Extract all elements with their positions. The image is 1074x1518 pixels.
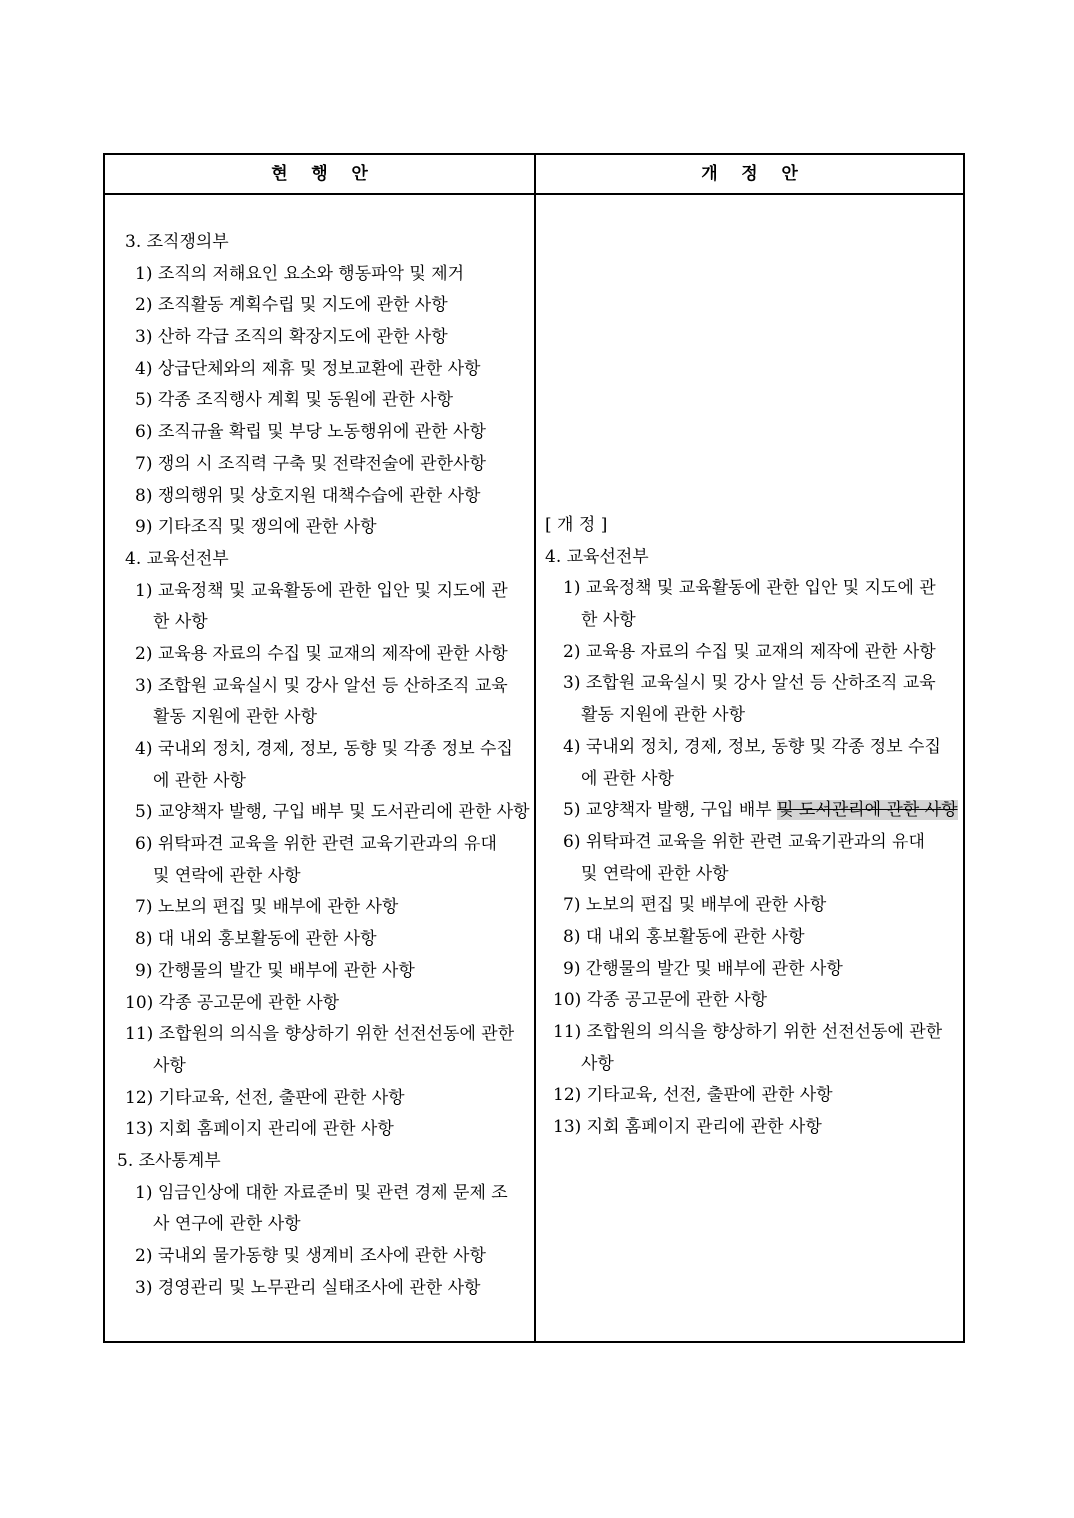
list-item: 6) 조직규율 확립 및 부당 노동행위에 관한 사항: [135, 422, 486, 443]
list-item: 2) 교육용 자료의 수집 및 교재의 제작에 관한 사항: [135, 643, 508, 664]
list-item: 8) 대 내외 홍보활동에 관한 사항: [135, 929, 377, 950]
kept-text: 5) 교양책자 발행, 구입 배부: [563, 800, 778, 821]
list-item: 12) 기타교육, 선전, 출판에 관한 사항: [125, 1087, 405, 1108]
list-item: 8) 대 내외 홍보활동에 관한 사항: [563, 926, 805, 947]
list-item: 5) 각종 조직행사 계획 및 동원에 관한 사항: [135, 390, 454, 411]
list-item-cont: 및 연락에 관한 사항: [581, 863, 729, 884]
list-item: 11) 조합원의 의식을 향상하기 위한 선전선동에 관한: [125, 1024, 515, 1045]
revision-tag: [ 개 정 ]: [545, 515, 608, 535]
list-item: 7) 노보의 편집 및 배부에 관한 사항: [135, 897, 399, 918]
list-item: 8) 쟁의행위 및 상호지원 대책수습에 관한 사항: [135, 485, 481, 506]
section-title: 3. 조직쟁의부: [125, 232, 229, 252]
list-item: 4) 국내외 정치, 경제, 정보, 동향 및 각종 정보 수집: [135, 739, 513, 759]
list-item: [545, 795, 958, 827]
list-item: 4) 상급단체와의 제휴 및 정보교환에 관한 사항: [135, 358, 481, 379]
list-item: 9) 기타조직 및 쟁의에 관한 사항: [135, 517, 377, 538]
list-item-cont: 한 사항: [581, 610, 636, 631]
list-item-cont: 사항: [153, 1055, 186, 1076]
list-item-cont: 및 연락에 관한 사항: [153, 865, 301, 886]
list-item-cont: 에 관한 사항: [581, 768, 674, 789]
list-item: 6) 위탁파견 교육을 위한 관련 교육기관과의 유대: [563, 831, 925, 852]
column-divider: [534, 155, 536, 1341]
list-item: 10) 각종 공고문에 관한 사항: [125, 992, 340, 1013]
list-item-cont: 활동 지원에 관한 사항: [153, 707, 318, 728]
comparison-table: [103, 153, 965, 1343]
list-item: 1) 교육정책 및 교육활동에 관한 입안 및 지도에 관: [563, 578, 936, 599]
section-title: 5. 조사통계부: [117, 1150, 221, 1171]
list-item: 11) 조합원의 의식을 향상하기 위한 선전선동에 관한: [553, 1022, 943, 1042]
header-revised: 개 정 안: [701, 164, 798, 184]
list-item: 2) 교육용 자료의 수집 및 교재의 제작에 관한 사항: [563, 641, 936, 662]
list-item: 1) 교육정책 및 교육활동에 관한 입안 및 지도에 관: [135, 580, 508, 601]
list-item: 12) 기타교육, 선전, 출판에 관한 사항: [553, 1085, 833, 1106]
list-item: 9) 간행물의 발간 및 배부에 관한 사항: [563, 958, 843, 979]
list-item: 10) 각종 공고문에 관한 사항: [553, 990, 768, 1011]
list-item: 2) 조직활동 계획수립 및 지도에 관한 사항: [135, 295, 448, 316]
list-item-cont: 활동 지원에 관한 사항: [581, 705, 746, 726]
list-item: 5) 교양책자 발행, 구입 배부 및 도서관리에 관한 사항: [135, 802, 530, 823]
list-item: 13) 지회 홈페이지 관리에 관한 사항: [125, 1119, 394, 1140]
list-item: 3) 조합원 교육실시 및 강사 알선 등 산하조직 교육: [563, 673, 936, 694]
list-item-cont: 한 사항: [153, 612, 208, 633]
list-item: 6) 위탁파견 교육을 위한 관련 교육기관과의 유대: [135, 834, 497, 855]
current-column: [117, 227, 530, 1304]
list-item: 3) 경영관리 및 노무관리 실태조사에 관한 사항: [135, 1277, 481, 1298]
revised-column: [545, 510, 958, 1144]
list-item: 1) 조직의 저해요인 요소와 행동파악 및 제거: [135, 263, 465, 284]
deleted-text: 및 도서관리에 관한 사항: [777, 800, 958, 821]
list-item: 2) 국내외 물가동향 및 생계비 조사에 관한 사항: [135, 1246, 486, 1266]
list-item: 4) 국내외 정치, 경제, 정보, 동향 및 각종 정보 수집: [563, 736, 941, 757]
header-current: 현 행 안: [271, 164, 368, 184]
list-item: 3) 산하 각급 조직의 확장지도에 관한 사항: [135, 327, 448, 348]
list-item: 1) 임금인상에 대한 자료준비 및 관련 경제 문제 조: [135, 1182, 508, 1203]
section-title: 4. 교육선전부: [545, 546, 649, 567]
section-title: 4. 교육선전부: [125, 548, 229, 569]
list-item: 7) 쟁의 시 조직력 구축 및 전략전술에 관한사항: [135, 453, 486, 474]
list-item-cont: 에 관한 사항: [153, 770, 246, 791]
list-item-cont: 사항: [581, 1053, 614, 1074]
list-item-cont: 사 연구에 관한 사항: [153, 1214, 301, 1235]
list-item: 7) 노보의 편집 및 배부에 관한 사항: [563, 895, 827, 916]
list-item: 13) 지회 홈페이지 관리에 관한 사항: [553, 1117, 822, 1138]
list-item: 9) 간행물의 발간 및 배부에 관한 사항: [135, 960, 415, 981]
list-item: 3) 조합원 교육실시 및 강사 알선 등 산하조직 교육: [135, 675, 508, 696]
